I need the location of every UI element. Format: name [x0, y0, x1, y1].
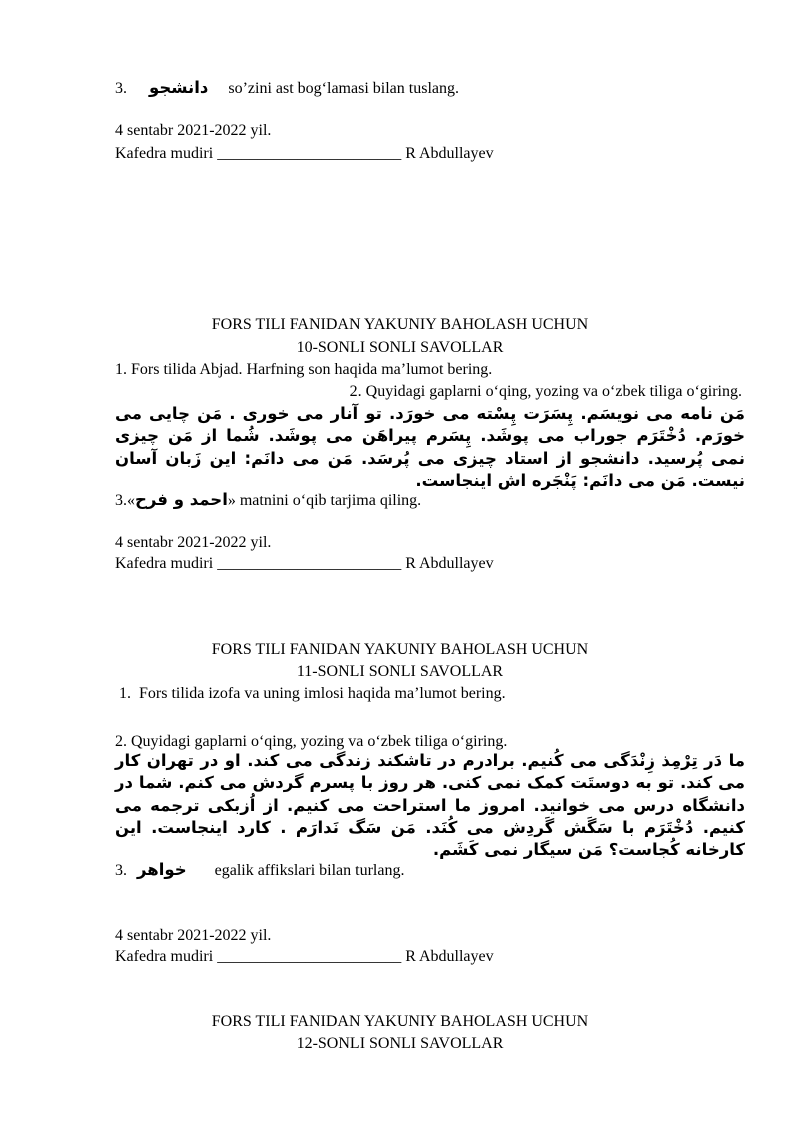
- persian-word: دانشجو: [149, 78, 209, 97]
- quote-open: 3.«: [115, 492, 135, 509]
- persian-text-block: مَن نامه می نویسَم. پِسَرَت پِسْته می خورَد. تو آنار می خوری . مَن چایی می خورَم. دُخْتَرَم جوراب می پوشَد. پِسَرم پیراهَن می پوشَد. شُما از مَن چیزی نمی پُرسید. دانشجو از استاد چیزی می پُرسَد. مَن می دانَم: این زَبان آسان نیست. مَن می دانَم: پَنْجَره اش اینجاست.: [115, 404, 745, 490]
- question-text: egalik affikslari bilan turlang.: [214, 862, 405, 879]
- signer-name: R Abdullayev: [405, 145, 494, 162]
- section-subheading: 12-SONLI SONLI SAVOLLAR: [296, 1035, 504, 1052]
- question-number: 3.: [115, 862, 127, 879]
- head-label: Kafedra mudiri: [115, 145, 214, 162]
- top-question-3: [115, 78, 459, 99]
- signature-underline: _______________________: [217, 145, 402, 162]
- signature-line: [115, 144, 494, 164]
- signer-name: R Abdullayev: [405, 948, 494, 965]
- persian-text-block: ما دَر تِرْمِذ زِنْدَگی می کُنیم. برادرم در تاشکند زندگی می کند. او در تهران کار می کند. تو به دوستَت کمک نمی کنی. هر روز با پسرم گردش می کنم. شما در دانشگاه درس می خوانید. امروز ما استراحت می کنیم. از اُزبکی ترجمه می کنیم. دُخْتَرَم با سَگَش گَردِش می کُنَد. مَن سَگ نَدارَم . کارد اینجاست. این کارخانه کُجاست؟ مَن سیگار نمی کَشَم.: [115, 751, 745, 860]
- question-1: 1. Fors tilida izofa va uning imlosi haqida ma’lumot bering.: [115, 685, 506, 702]
- head-label: Kafedra mudiri: [115, 948, 214, 965]
- question-2: 2. Quyidagi gaplarni o‘qing, yozing va o‘zbek tiliga o‘giring.: [115, 733, 508, 750]
- question-3: [115, 860, 404, 881]
- date-line: 4 sentabr 2021-2022 yil.: [115, 927, 272, 944]
- section-subheading: 11-SONLI SONLI SAVOLLAR: [296, 663, 504, 680]
- question-text: so’zini ast bog‘lamasi bilan tuslang.: [228, 80, 459, 97]
- persian-word: خواهر: [137, 860, 187, 879]
- section-heading: FORS TILI FANIDAN YAKUNIY BAHOLASH UCHUN: [211, 1013, 589, 1030]
- question-3: [115, 490, 421, 511]
- date-line: 4 sentabr 2021-2022 yil.: [115, 122, 272, 139]
- question-number: 3.: [115, 80, 127, 97]
- question-1: 1. Fors tilida Abjad. Harfning son haqida ma’lumot bering.: [115, 361, 493, 378]
- question-text: » matnini o‘qib tarjima qiling.: [227, 492, 422, 509]
- date-line: 4 sentabr 2021-2022 yil.: [115, 534, 272, 551]
- signature-line: [115, 554, 494, 574]
- signature-line: [115, 947, 494, 967]
- section-heading: FORS TILI FANIDAN YAKUNIY BAHOLASH UCHUN: [211, 641, 589, 658]
- signer-name: R Abdullayev: [405, 555, 494, 572]
- section-heading: FORS TILI FANIDAN YAKUNIY BAHOLASH UCHUN: [211, 316, 589, 333]
- question-2: 2. Quyidagi gaplarni o‘qing, yozing va o‘zbek tiliga o‘giring.: [349, 383, 742, 400]
- head-label: Kafedra mudiri: [115, 555, 214, 572]
- signature-underline: _______________________: [217, 555, 402, 572]
- persian-title: احمد و فرح: [135, 490, 228, 509]
- signature-underline: _______________________: [217, 948, 402, 965]
- section-subheading: 10-SONLI SONLI SAVOLLAR: [296, 339, 504, 356]
